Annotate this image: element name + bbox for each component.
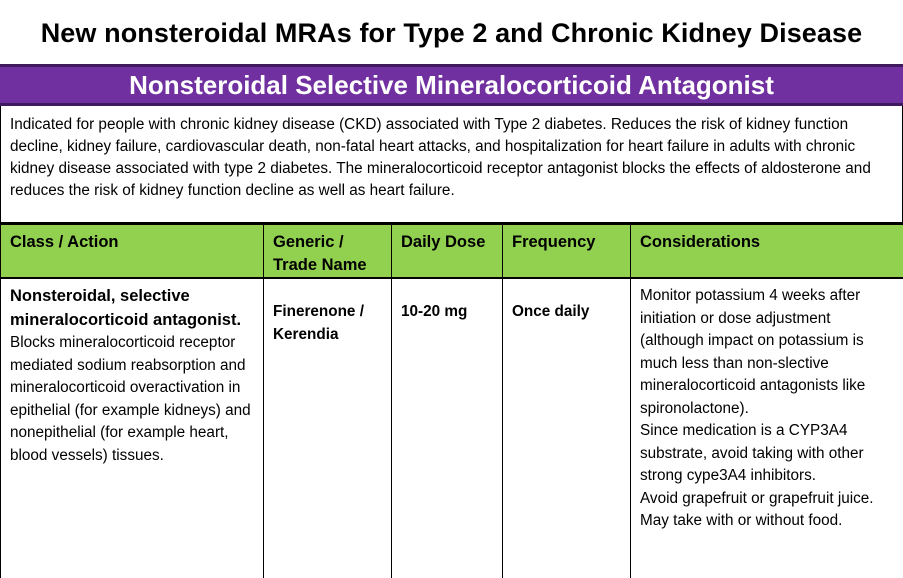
column-header-dose: Daily Dose [392,224,503,279]
class-action-cell [1,278,264,578]
class-title: Nonsteroidal, selective mineralocorticoid antagonist. [10,285,254,332]
column-header-considerations: Considerations [631,224,903,279]
consideration-item: Avoid grapefruit or grapefruit juice. [640,488,894,511]
intro-paragraph: Indicated for people with chronic kidney disease (CKD) associated with Type 2 diabetes. Reduces the risk of kidney function decline, kidney failure, cardiovascular death, non-fatal heart attacks, and hospitalization for heart failure in adults with chronic kidney disease associated with type 2 diabetes. The mineralocorticoid receptor antagonist blocks the effects of aldosterone and reduces the risk of kidney function decline as well as heart failure. [0,106,903,224]
class-description: Blocks mineralocorticoid receptor mediated sodium reabsorption and mineralocorticoid overactivation in epithelial (for example kidneys) and nonepithelial (for example heart, blood vessels) tissues. [10,332,254,467]
consideration-item: Since medication is a CYP3A4 substrate, avoid taking with other strong cype3A4 inhibitors. [640,420,894,488]
table-header-row [1,224,903,279]
page-title: New nonsteroidal MRAs for Type 2 and Chronic Kidney Disease [0,16,903,50]
consideration-item: Monitor potassium 4 weeks after initiation or dose adjustment (although impact on potassium is much less than non-slective mineralocorticoid antagonists like spironolactone). [640,285,894,420]
section-banner [0,64,903,106]
medication-table [0,222,903,578]
column-header-generic: Generic / Trade Name [264,224,392,279]
section-banner-text: Nonsteroidal Selective Mineralocorticoid Antagonist [129,69,774,101]
frequency: Once daily [512,301,621,324]
considerations-cell [631,278,903,578]
dose-cell [392,278,503,578]
generic-cell [264,278,392,578]
column-header-frequency: Frequency [503,224,631,279]
table-row [1,278,903,578]
generic-name: Finerenone / Kerendia [273,301,382,346]
frequency-cell [503,278,631,578]
daily-dose: 10-20 mg [401,301,493,324]
consideration-item: May take with or without food. [640,510,894,533]
column-header-class: Class / Action [1,224,264,279]
